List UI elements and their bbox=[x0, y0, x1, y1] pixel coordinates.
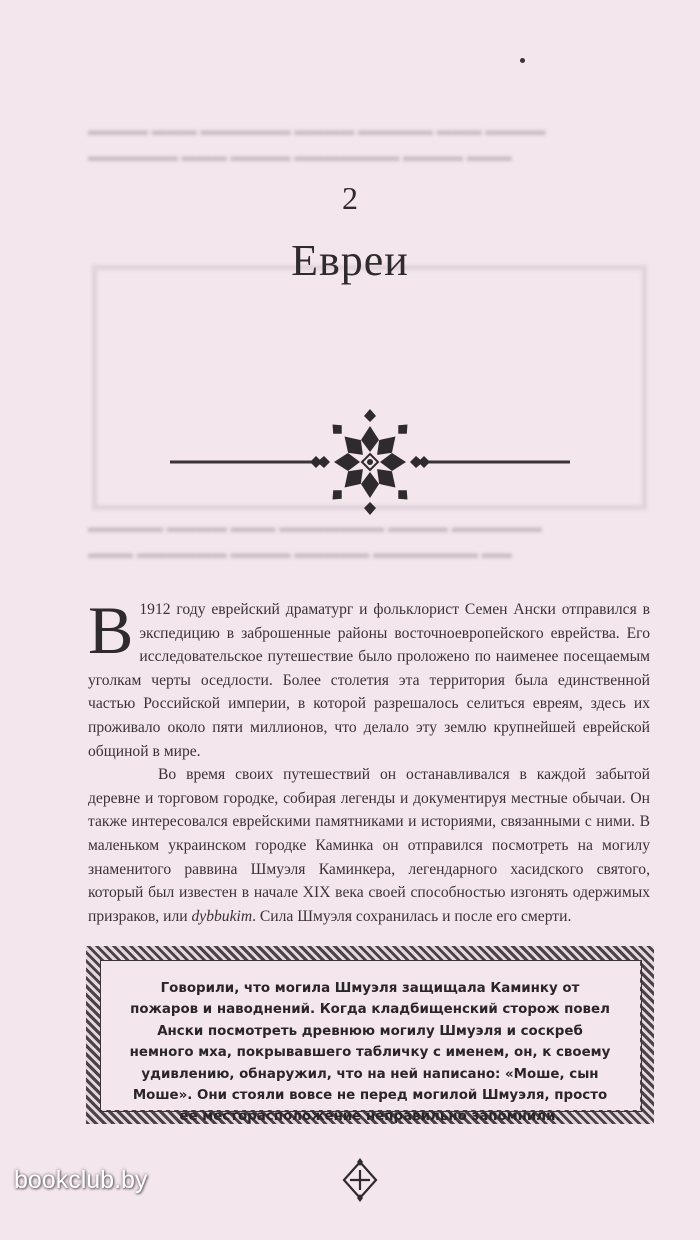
sidebar-box-text: Говорили, что могила Шмуэля защищала Каминку от пожаров и наводнений. Когда кладбищенский сторож повел Ански посмотреть древнюю могилу Шмуэля и соскреб немного мха, покрывавшего табличку с именем, он, к своему удивлению, обнаружил, что на ней написано: «Моше, сын Моше». Они стояли вовсе не перед могилой Шмуэля, просто ее месторасположение неправильно запомнили. bbox=[129, 981, 611, 1125]
sidebar-box bbox=[86, 946, 654, 1124]
bottom-ornament-icon bbox=[340, 1158, 380, 1202]
paragraph-1: В 1912 году еврейский драматург и фольклорист Семен Ански отправился в экспедицию в заброшенные районы восточноевропейского еврейства. Его исследовательское путешествие было проложено по наименее посещаемым уголкам черты оседлости. Более столетия эта территория была единственной частью Российской империи, в которой разрешалось селиться евреям, здесь их проживало около пяти миллионов, что делало эту землю крупнейшей еврейской общиной в мире. bbox=[88, 592, 650, 760]
star-ornament-icon bbox=[170, 402, 570, 522]
bleed-through-text: ▬▬▬▬ ▬▬▬ ▬▬▬▬▬▬ ▬▬▬▬ ▬▬▬▬▬ ▬▬▬ ▬▬▬▬ ▬▬▬▬▬▬ ▬▬▬ ▬▬▬▬ ▬▬▬▬▬▬▬ ▬▬▬▬ ▬▬▬ bbox=[88, 123, 546, 165]
speck bbox=[520, 58, 525, 63]
italic-term: dybbukim bbox=[191, 907, 253, 925]
drop-cap: В bbox=[88, 592, 134, 668]
bleed-through-text: ▬▬▬▬▬ ▬▬▬▬ ▬▬▬ ▬▬▬▬▬▬▬ ▬▬▬▬ ▬▬▬▬▬▬ ▬▬▬ ▬▬▬▬▬▬ ▬▬▬▬ ▬▬▬▬▬ ▬▬▬▬▬▬▬ ▬▬ bbox=[88, 520, 542, 562]
chapter-number: 2 bbox=[342, 180, 358, 216]
chapter-title: Евреи bbox=[291, 236, 409, 285]
watermark: bookclub.by bbox=[14, 1166, 148, 1194]
paragraph-2: Во время своих путешествий он останавливался в каждой забытой деревне и торговом городке, собирая легенды и документируя местные обычаи. Он также интересовался еврейскими памятниками и историями, связанными с ними. В маленьком украинском городке Каминка он отправился посмотреть на могилу знаменитого раввина Шмуэля Каминкера, легендарного хасидского святого, который был известен в начале XIX века своей способностью изгонять одержимых призраков, или dybbukim. Сила Шмуэля сохранилась и после его смерти. bbox=[88, 766, 650, 925]
body-text bbox=[88, 592, 650, 928]
